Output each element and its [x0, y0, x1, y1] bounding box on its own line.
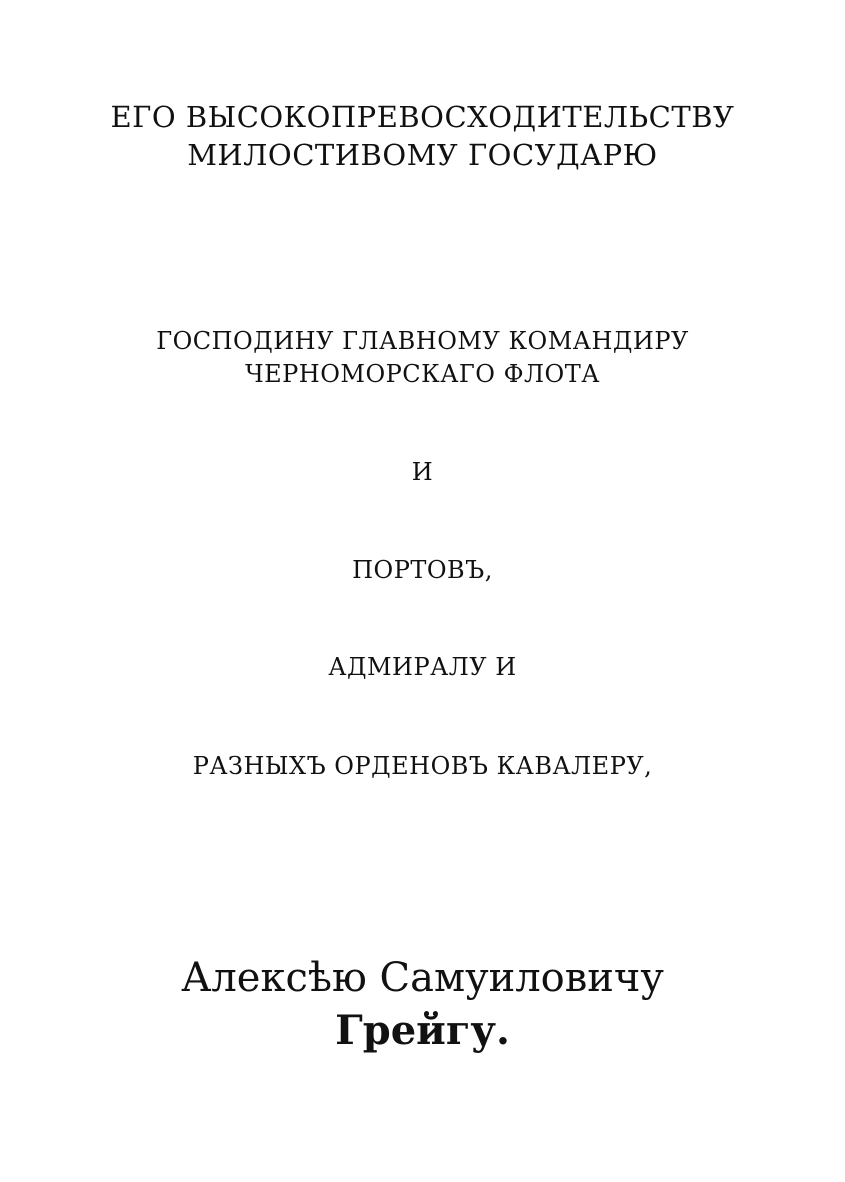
recipient-given-name: Алексѣю Самуиловичу — [181, 955, 664, 1001]
title-line-2: ЧЕРНОМОРСКАГО ФЛОТА — [245, 360, 600, 388]
ports-line: ПОРТОВЪ, — [352, 556, 493, 584]
conjunction-line: И — [411, 458, 434, 486]
title-line-1: ГОСПОДИНУ ГЛАВНОМУ КОМАНДИРУ — [156, 327, 689, 355]
heading-line-1: ЕГО ВЫСОКОПРЕВОСХОДИТЕЛЬСТВУ — [110, 100, 735, 134]
recipient-surname: Грейгу. — [335, 1007, 510, 1054]
admiral-line: АДМИРАЛУ И — [328, 653, 517, 681]
orders-line: РАЗНЫХЪ ОРДЕНОВЪ КАВАЛЕРУ, — [192, 752, 653, 780]
heading-line-2: МИЛОСТИВОМУ ГОСУДАРЮ — [187, 138, 658, 172]
